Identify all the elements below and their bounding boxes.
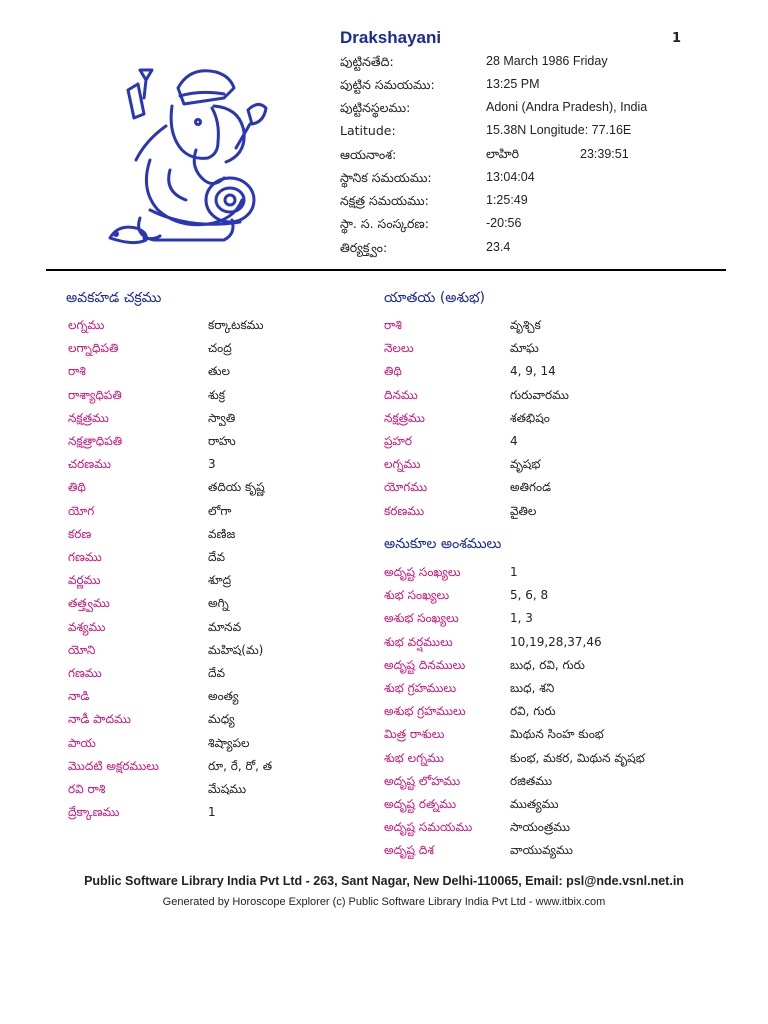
header-label: పుట్టినతేది: [340,54,394,69]
header-label: నక్షత్ర సమయము: [340,193,429,208]
row-value: మేషము [208,782,247,796]
row-value: రూ, రే, రో, త [208,758,273,773]
row-key: శుభ గ్రహములు [384,681,457,695]
row-value: దేవ [208,666,226,680]
row-value: రాహు [208,434,236,448]
row-value: 1 [208,805,216,820]
row-value: 1, 3 [510,611,533,626]
row-key: గణము [68,666,102,680]
row-value: రజితము [510,773,553,788]
page-number: 1 [672,31,682,46]
header-value: 1:25:49 [486,193,528,207]
row-key: మిత్ర రాశులు [384,727,445,742]
row-value: బుధ, రవి, గురు [510,657,585,672]
row-value: శతభిషం [510,410,550,425]
header-value: 13:04:04 [486,170,535,184]
header-label: పుట్టినస్థలము: [340,100,411,115]
row-key: అశుభ సంఖ్యలు [384,611,459,626]
section-title-favorable: అనుకూల అంశములు [384,536,502,552]
row-key: చరణము [68,457,111,472]
row-value: మానవ [208,619,242,634]
row-key: నక్షత్రము [68,410,109,425]
header-label: ఆయనాంశ: [340,147,397,162]
row-key: అదృష్ట దినములు [384,657,466,672]
row-value: 10,19,28,37,46 [510,634,602,649]
divider [46,269,726,271]
document-title: Drakshayani [340,28,442,47]
row-key: అదృష్ట లోహము [384,773,461,788]
row-key: తిథి [68,480,86,495]
row-key: యోని [68,642,96,657]
row-key: నాడీ పాదము [68,712,131,727]
footer-address: Public Software Library India Pvt Ltd - 263, Sant Nagar, New Delhi-110065, Email: psl@nde.vsnl.net.in [84,874,684,888]
row-key: లగ్నాధిపతి [68,341,119,356]
row-value: 4, 9, 14 [510,364,556,379]
row-key: శుభ సంఖ్యలు [384,588,450,603]
row-value: బుధ, శని [510,681,555,695]
row-value: కర్కాటకము [208,318,264,332]
row-key: వర్ణము [68,573,101,588]
row-value: మధ్య [208,712,235,727]
row-key: ద్రేక్కాణము [68,805,120,820]
row-key: శుభ వర్షములు [384,634,453,649]
row-value: వృషభ [510,457,541,472]
row-key: నక్షత్రాధిపతి [68,434,123,448]
header-value-secondary: 23:39:51 [580,147,629,161]
row-key: రాశి [68,364,86,379]
header-label: పుట్టిన సమయము: [340,77,435,92]
row-value: 5, 6, 8 [510,588,549,603]
row-key: పాయ [68,735,96,750]
row-key: కరణము [384,503,425,518]
row-value: చంద్ర [208,341,232,356]
row-key: వశ్యము [68,619,106,634]
header-value: 23.4 [486,240,511,254]
section-title-yataya: యాతయ (అశుభ) [384,290,486,306]
row-key: నక్షత్రము [384,410,425,425]
row-value: తదియ కృష్ణ [208,480,265,495]
footer-generated-by: Generated by Horoscope Explorer (c) Public Software Library India Pvt Ltd - www.itbix.com [162,896,606,908]
row-value: గురువారము [510,387,569,402]
row-key: మొదటి అక్షరములు [68,758,159,773]
header-value: -20:56 [486,216,522,230]
row-value: దేవ [208,550,226,564]
row-key: అదృష్ట రత్నము [384,797,457,811]
header-value: 15.38N Longitude: 77.16E [486,123,632,137]
header-label: Latitude: [340,123,396,138]
row-key: రాశ్యాధిపతి [68,387,122,402]
row-value: వణిజ [208,526,236,541]
header-label: తిర్యక్త్వం: [340,240,388,255]
row-key: రాశి [384,318,402,332]
row-value: సాయంత్రము [510,820,571,835]
row-value: 4 [510,434,518,448]
row-value: శుక్ర [208,387,226,402]
header-value: లాహిరి [486,147,520,161]
header-value: 13:25 PM [486,77,540,91]
row-key: అదృష్ట దిశ [384,843,434,858]
row-value: అతిగండ [510,480,551,495]
ganesha-icon [80,50,280,250]
row-key: కరణ [68,526,92,541]
row-key: తత్త్వము [68,596,110,611]
row-value: రవి, గురు [510,704,556,719]
row-key: అదృష్ట సంఖ్యలు [384,565,461,579]
row-value: అగ్ని [208,596,229,611]
row-value: 3 [208,457,216,472]
row-key: నెలలు [384,341,414,356]
row-value: వాయువ్యము [510,843,573,858]
row-key: అశుభ గ్రహములు [384,704,466,719]
row-value: అంత్య [208,689,239,704]
row-key: ప్రహర [384,434,413,448]
row-value: మిథున సింహ కుంభ [510,727,604,742]
row-value: శిష్యాపల [208,735,250,750]
row-key: దినము [384,387,418,402]
row-value: కుంభ, మకర, మిథున వృషభ [510,750,645,765]
row-key: లగ్నము [68,318,105,332]
header-label: స్థానిక సమయము: [340,170,432,185]
row-value: లోగా [208,503,232,518]
row-value: శూద్ర [208,573,232,588]
row-value: ముత్యము [510,797,559,811]
row-key: గణము [68,550,102,564]
row-key: నాడి [68,689,90,704]
row-key: అదృష్ట సమయము [384,820,473,835]
row-key: శుభ లగ్నము [384,750,444,765]
row-key: యోగము [384,480,428,495]
row-key: లగ్నము [384,457,421,472]
row-value: 1 [510,565,518,579]
row-key: రవి రాశి [68,782,106,796]
row-value: స్వాతి [208,410,236,425]
row-key: యోగ [68,503,95,518]
row-value: వృశ్చిక [510,318,541,332]
header-label: స్థా. స. సంస్కరణ: [340,216,429,231]
row-value: వైతిల [510,503,537,518]
row-value: తుల [208,364,230,379]
row-value: మహిష(మ) [208,642,264,657]
row-value: మాఘ [510,341,539,356]
header-value: 28 March 1986 Friday [486,54,608,68]
section-title-avakahada: అవకహడ చక్రము [66,290,162,306]
header-value: Adoni (Andra Pradesh), India [486,100,648,114]
row-key: తిథి [384,364,402,379]
